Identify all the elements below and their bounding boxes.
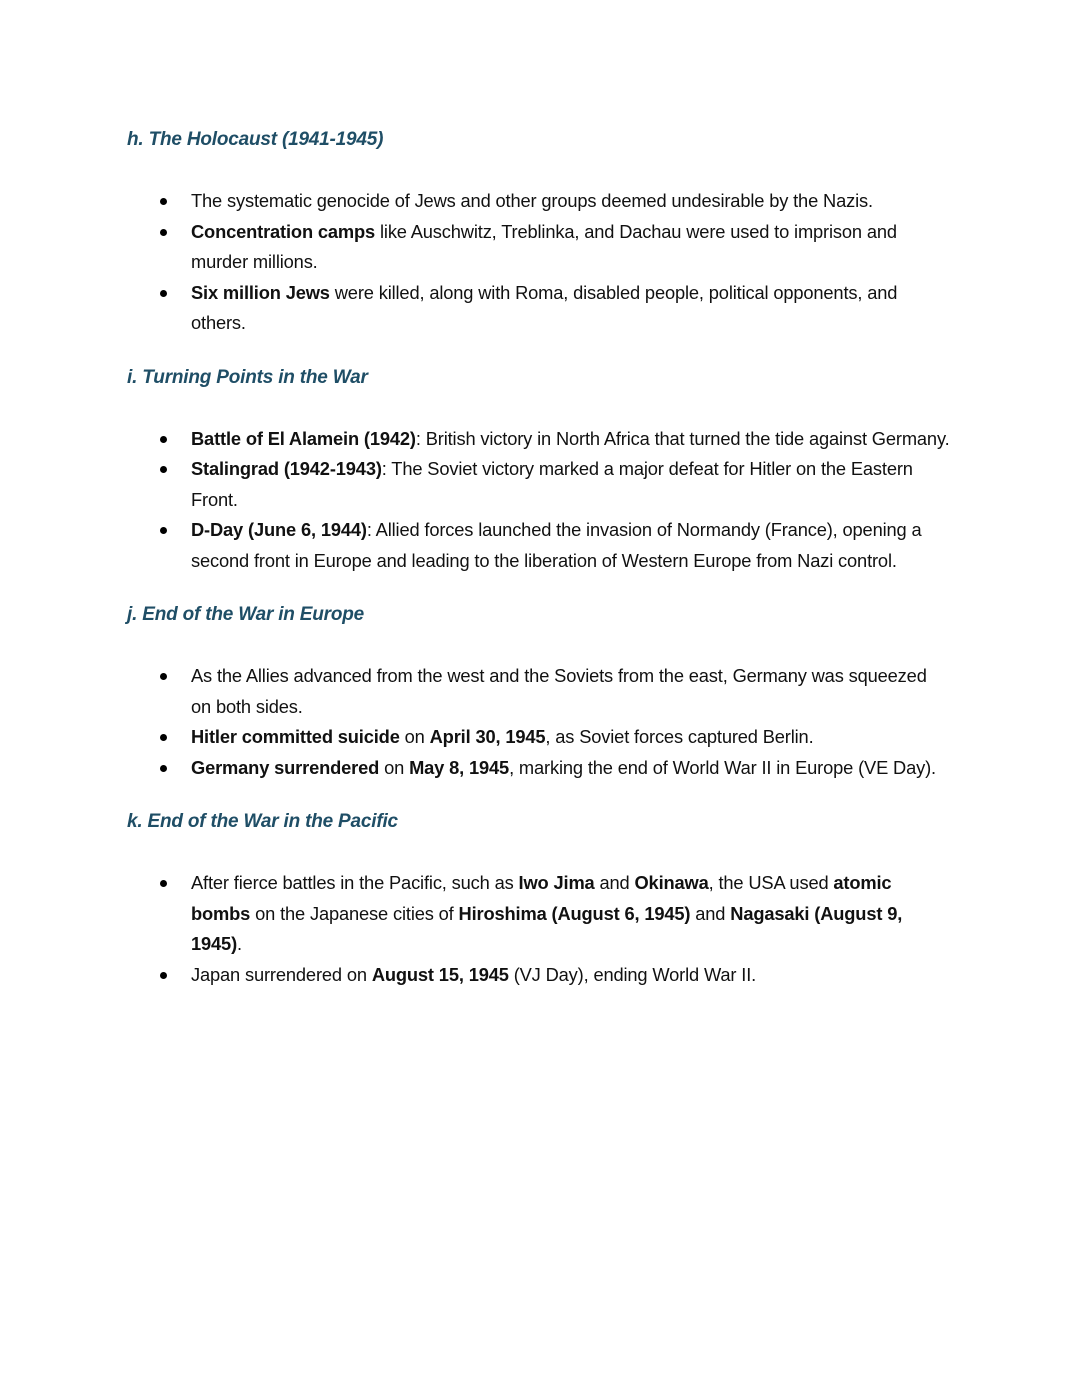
- section: [127, 601, 967, 783]
- bullet-item: [127, 661, 951, 722]
- text: on: [399, 726, 430, 747]
- bullet-item: [127, 753, 951, 784]
- bullet-item: [127, 868, 951, 960]
- text: , marking the end of World War II in Europe (VE Day).: [509, 756, 936, 778]
- bold-text: Hiroshima (August 6, 1945): [458, 902, 691, 924]
- text: were killed, along with Roma, disabled people, political opponents, and others.: [191, 281, 898, 333]
- text: on: [379, 756, 410, 778]
- text: : The Soviet victory marked a major defeat for Hitler on the Eastern Front.: [191, 458, 913, 510]
- section: [127, 808, 967, 990]
- section: [127, 126, 967, 339]
- text: : Allied forces launched the invasion of Normandy (France), opening a second front in Europe and leading to the liberation of Western Europe from Nazi control.: [191, 519, 922, 571]
- bullet-item: [127, 515, 951, 576]
- bullet-list: [127, 186, 967, 339]
- bold-text: Germany surrendered: [191, 756, 380, 778]
- bold-text: August 15, 1945: [371, 963, 509, 985]
- text: and: [690, 902, 731, 924]
- bold-text: Six million Jews: [191, 281, 330, 303]
- text: like Auschwitz, Treblinka, and Dachau were used to imprison and murder millions.: [191, 220, 897, 272]
- text: , as Soviet forces captured Berlin.: [545, 726, 814, 747]
- bold-text: Hitler committed suicide: [191, 726, 400, 747]
- bold-text: atomic bombs: [191, 872, 892, 924]
- section-heading: j. End of the War in Europe: [127, 604, 365, 625]
- section-heading: k. End of the War in the Pacific: [127, 811, 398, 832]
- bold-text: D-Day (June 6, 1944): [191, 519, 367, 540]
- bullet-list: [127, 661, 967, 783]
- section-heading: h. The Holocaust (1941-1945): [127, 129, 384, 150]
- bullet-item: [127, 722, 951, 753]
- text: As the Allies advanced from the west and the Soviets from the east, Germany was squeezed on both sides.: [191, 665, 927, 717]
- bullet-item: [127, 186, 951, 217]
- bullet-item: [127, 217, 951, 278]
- bullet-item: [127, 960, 951, 991]
- text: (VJ Day), ending World War II.: [508, 963, 757, 985]
- text: and: [594, 872, 635, 893]
- bold-text: Nagasaki (August 9, 1945): [191, 902, 903, 954]
- bullet-item: [127, 424, 951, 455]
- text: After fierce battles in the Pacific, such as: [191, 872, 519, 893]
- bullet-item: [127, 454, 951, 515]
- bold-text: Battle of El Alamein (1942): [191, 427, 416, 449]
- text: Japan surrendered on: [191, 963, 372, 985]
- text: on the Japanese cities of: [250, 902, 459, 924]
- bullet-list: [127, 868, 967, 990]
- section: [127, 364, 967, 577]
- document-page: [127, 126, 967, 1015]
- text: , the USA used: [708, 872, 834, 893]
- bullet-item: [127, 278, 951, 339]
- bullet-list: [127, 424, 967, 577]
- bold-text: April 30, 1945: [429, 726, 546, 747]
- section-heading: i. Turning Points in the War: [127, 366, 368, 388]
- text: : British victory in North Africa that turned the tide against Germany.: [415, 427, 950, 449]
- bold-text: Iwo Jima: [518, 872, 595, 893]
- bold-text: May 8, 1945: [409, 756, 510, 778]
- text: The systematic genocide of Jews and other groups deemed undesirable by the Nazis.: [191, 190, 873, 211]
- bold-text: Stalingrad (1942-1943): [191, 458, 382, 479]
- bold-text: Okinawa: [634, 872, 709, 893]
- text: .: [237, 933, 242, 954]
- bold-text: Concentration camps: [191, 220, 376, 242]
